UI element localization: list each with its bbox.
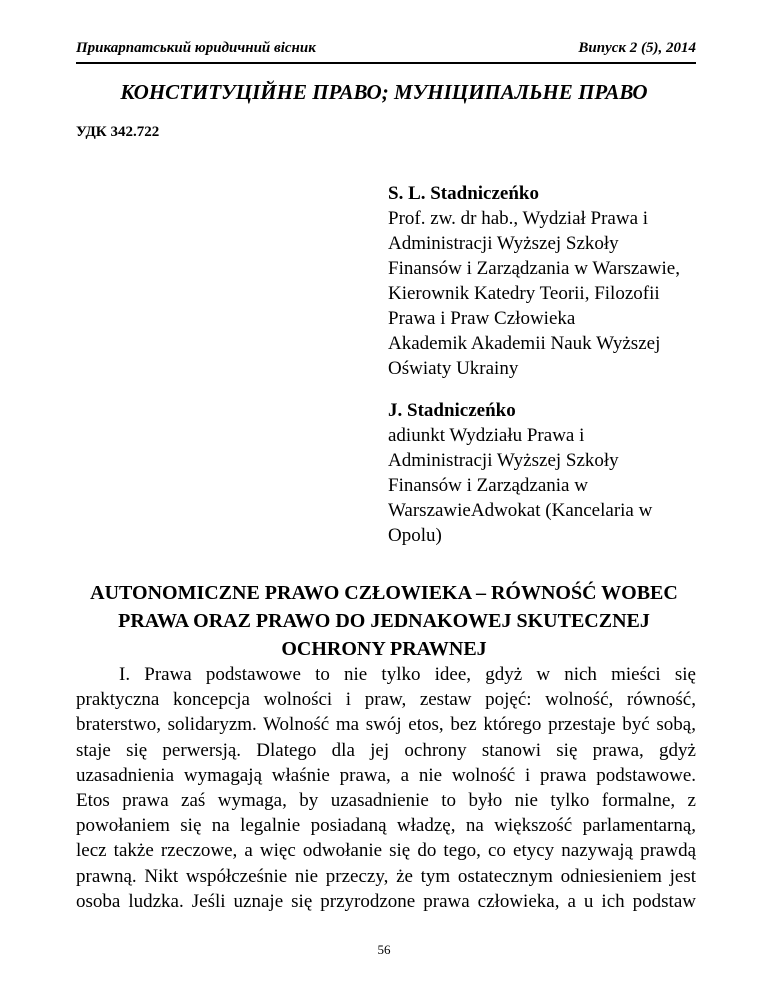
affiliation-line: Oświaty Ukrainy <box>388 358 519 379</box>
affiliation-line: Finansów i Zarządzania w <box>388 475 588 496</box>
running-header <box>76 38 696 64</box>
udk-code: УДК 342.722 <box>76 124 160 140</box>
section-heading: КОНСТИТУЦІЙНЕ ПРАВО; МУНІЦИПАЛЬНЕ ПРАВО <box>120 80 648 104</box>
affiliation-line: adiunkt Wydziału Prawa i <box>388 425 585 446</box>
affiliation-line: Prawa i Praw Człowieka <box>388 308 576 329</box>
body-line: I. Prawa podstawowe to nie tylko idee, gdyż w nich mieści się <box>119 664 696 685</box>
affiliation-line: WarszawieAdwokat (Kancelaria w <box>388 500 653 521</box>
body-line: powołaniem się na legalnie posiadaną władzę, na większość parlamentarną, <box>76 815 696 837</box>
affiliation-line: Prof. zw. dr hab., Wydział Prawa i <box>388 208 649 229</box>
body-line: staje się perwersją. Dlatego dla jej ochrony stanowi się prawa, gdyż <box>76 739 696 761</box>
body-line: osoba ludzka. Jeśli uznaje się przyrodzone prawa człowieka, a u ich podstaw <box>76 890 696 912</box>
body-line: braterstwo, solidaryzm. Wolność ma swój etos, bez którego przestaje być sobą, <box>76 714 696 736</box>
body-line: prawną. Nikt współcześnie nie przeczy, że tym ostatecznym odniesieniem jest <box>76 865 696 887</box>
affiliation-line: Finansów i Zarządzania w Warszawie, <box>388 258 680 279</box>
author-block <box>388 398 708 548</box>
affiliation-line: Administracji Wyższej Szkoły <box>388 233 619 254</box>
article-title <box>0 579 768 663</box>
body-line: uzasadnienia wymagają właśnie prawa, a nie wolność i prawa podstawowe. <box>76 764 696 786</box>
journal-title: Прикарпатський юридичний вісник <box>76 40 316 56</box>
affiliation-line: Akademik Akademii Nauk Wyższej <box>388 333 661 354</box>
affiliation-line: Kierownik Katedry Teorii, Filozofii <box>388 283 660 304</box>
body-line: Etos prawa zaś wymaga, by uzasadnienie to było nie tylko formalne, z <box>76 789 696 811</box>
body-text <box>76 662 696 914</box>
issue-info: Випуск 2 (5), 2014 <box>578 40 696 56</box>
author-name: S. L. Stadniczeńko <box>388 183 539 204</box>
author-name: J. Stadniczeńko <box>388 400 516 421</box>
affiliation-line: Opolu) <box>388 525 442 546</box>
body-line: lecz także rzeczowe, a więc odwołanie się do tego, co etycy nazywają prawdą <box>76 840 696 862</box>
article-title-line: AUTONOMICZNE PRAWO CZŁOWIEKA – RÓWNOŚĆ WOBEC <box>90 582 678 604</box>
affiliation-line: Administracji Wyższej Szkoły <box>388 450 619 471</box>
body-line: praktyczna koncepcja wolności i praw, zestaw pojęć: wolność, równość, <box>76 689 696 711</box>
article-title-line: PRAWA ORAZ PRAWO DO JEDNAKOWEJ SKUTECZNEJ <box>118 610 650 632</box>
article-title-line: OCHRONY PRAWNEJ <box>281 638 487 660</box>
page-number: 56 <box>377 942 391 957</box>
author-block <box>388 181 708 381</box>
